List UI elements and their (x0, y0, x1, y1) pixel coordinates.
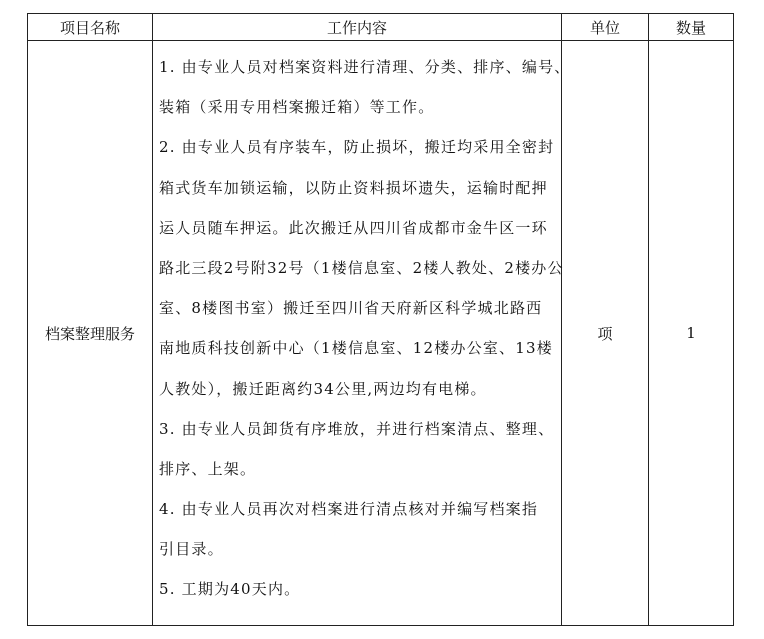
table-header-row (28, 14, 734, 41)
content-line: 路北三段2号附32号（1楼信息室、2楼人教处、2楼办公 (159, 258, 564, 277)
content-line: 装箱（采用专用档案搬迁箱）等工作。 (159, 98, 435, 117)
content-line: 4. 由专业人员再次对档案进行清点核对并编写档案指 (159, 500, 539, 519)
content-line: 引目录。 (159, 540, 224, 559)
work-content-table (27, 13, 734, 626)
cell-work-content (153, 41, 571, 626)
content-line: 室、8楼图书室）搬迁至四川省天府新区科学城北路西 (159, 299, 543, 318)
header-unit: 单位 (562, 14, 649, 41)
cell-quantity: 1 (649, 41, 734, 626)
header-work-content: 工作内容 (153, 14, 562, 41)
content-line: 2. 由专业人员有序装车，防止损坏，搬迁均采用全密封 (159, 138, 555, 157)
header-project-name: 项目名称 (28, 14, 153, 41)
content-line: 排序、上架。 (159, 459, 257, 478)
content-line: 南地质科技创新中心（1楼信息室、12楼办公室、13楼 (159, 339, 553, 358)
content-line: 人教处），搬迁距离约34公里,两边均有电梯。 (159, 379, 487, 398)
cell-unit: 项 (562, 41, 649, 626)
header-quantity: 数量 (649, 14, 734, 41)
content-line: 箱式货车加锁运输，以防止资料损坏遗失，运输时配押 (159, 178, 548, 197)
content-line: 运人员随车押运。此次搬迁从四川省成都市金牛区一环 (159, 218, 548, 237)
cell-project-name: 档案整理服务 (28, 41, 153, 626)
content-line: 5. 工期为40天内。 (159, 580, 301, 599)
content-line: 3. 由专业人员卸货有序堆放，并进行档案清点、整理、 (159, 419, 555, 438)
content-line: 1. 由专业人员对档案资料进行清理、分类、排序、编号、 (159, 58, 571, 76)
table-row (28, 41, 734, 626)
